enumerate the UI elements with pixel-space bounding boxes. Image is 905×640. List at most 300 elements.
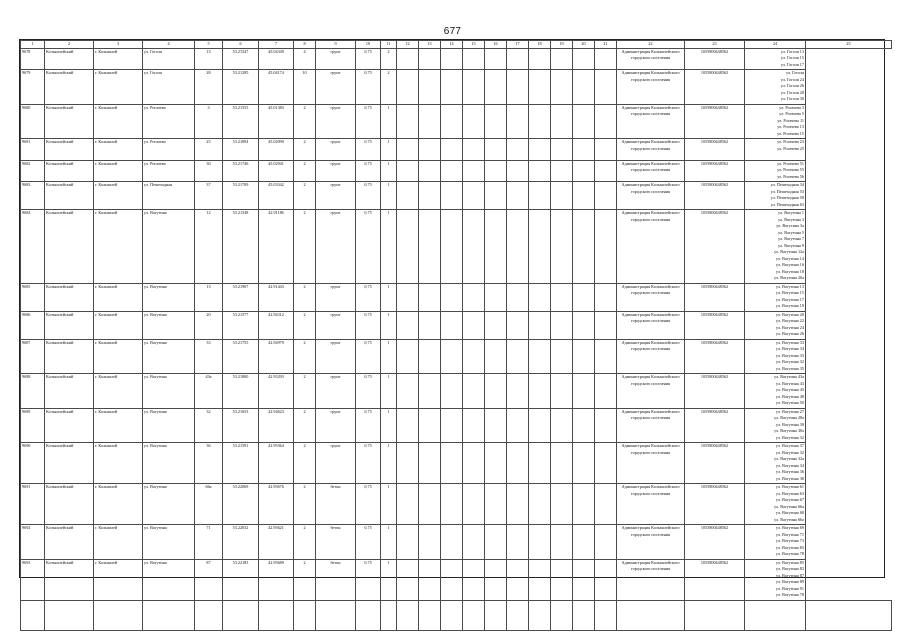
- city-cell: г. Колышлей: [94, 311, 143, 339]
- record-number: 9691: [21, 484, 45, 525]
- served-address: ул. Вагутина 48: [776, 393, 804, 399]
- district-cell: Колышлейский: [45, 104, 94, 139]
- table-row: [21, 210, 892, 284]
- served-addresses-cell: [745, 48, 806, 70]
- empty-cell: [551, 139, 573, 161]
- served-address: ул. Вагутина 78: [776, 592, 804, 597]
- empty-cell: [551, 182, 573, 210]
- longitude-cell: 45.02941: [259, 160, 294, 182]
- empty-cell: [573, 283, 595, 311]
- column-number-header: 3: [94, 41, 143, 49]
- served-address: ул. Вагутина 20: [776, 311, 804, 317]
- empty-cell: [529, 104, 551, 139]
- served-address: ул. Вагутина 9: [778, 242, 804, 248]
- longitude-cell: 45.01383: [259, 104, 294, 139]
- empty-cell: [551, 70, 573, 105]
- district-cell: Колышлейский: [45, 160, 94, 182]
- empty-cell: [463, 408, 485, 443]
- served-address: ул. Вагутина 30: [776, 421, 804, 427]
- empty-cell: [419, 210, 441, 284]
- served-address: ул. Рогачева 15: [777, 130, 804, 136]
- empty-cell: [529, 283, 551, 311]
- empty-cell: [485, 311, 507, 339]
- district-cell: Колышлейский: [45, 559, 94, 600]
- longitude-cell: 45.04349: [259, 48, 294, 70]
- owner-cell: Администрация Колышлейского городского поселения: [617, 484, 685, 525]
- empty-cell: [595, 48, 617, 70]
- district-cell: Колышлейский: [45, 311, 94, 339]
- empty-cell: [573, 339, 595, 374]
- empty-cell: [441, 484, 463, 525]
- volume-cell: 0,75: [356, 182, 381, 210]
- volume-cell: 0,75: [356, 525, 381, 560]
- empty-cell: [529, 210, 551, 284]
- empty-cell: [507, 559, 529, 600]
- ogrn-cell: 1055800448562: [685, 139, 745, 161]
- volume-cell: 0,75: [356, 443, 381, 484]
- record-number: 9692: [21, 525, 45, 560]
- column-number-header: 10: [356, 41, 381, 49]
- empty-cell: [529, 443, 551, 484]
- table-row: [21, 182, 892, 210]
- empty-cell: [551, 311, 573, 339]
- district-cell: Колышлейский: [45, 525, 94, 560]
- empty-cell: [397, 525, 419, 560]
- container-count-cell: 1: [381, 559, 397, 600]
- house-number-cell: 36: [195, 443, 223, 484]
- empty-cell: [507, 104, 529, 139]
- empty-cell: [419, 70, 441, 105]
- empty-cell: [485, 525, 507, 560]
- empty-cell: [397, 139, 419, 161]
- empty-cell: [551, 600, 573, 630]
- owner-cell: Администрация Колышлейского городского поселения: [617, 139, 685, 161]
- served-address: ул. Вагутина 38: [776, 475, 804, 481]
- empty-cell: [441, 139, 463, 161]
- served-addresses-cell: [745, 139, 806, 161]
- served-address: ул. Вагутина 71: [776, 531, 804, 537]
- empty-cell: [397, 443, 419, 484]
- ogrn-cell: 1055800448562: [685, 104, 745, 139]
- latitude-cell: 53.22069: [223, 484, 259, 525]
- empty-cell: [507, 311, 529, 339]
- served-address: ул. Пешеходная 58: [770, 195, 804, 200]
- longitude-cell: 45.04174: [259, 70, 294, 105]
- column-number-header: 7: [259, 41, 294, 49]
- street-cell: ул. Пешеходная: [143, 182, 195, 210]
- empty-cell: [195, 600, 223, 630]
- empty-cell: [507, 70, 529, 105]
- latitude-cell: 53.22032: [223, 525, 259, 560]
- area-cell: 2: [294, 182, 316, 210]
- empty-cell: [463, 283, 485, 311]
- served-address: ул. Вагутина 7: [778, 236, 804, 241]
- container-count-cell: 2: [381, 70, 397, 105]
- ogrn-cell: 1055800448562: [685, 339, 745, 374]
- empty-cell: [316, 600, 356, 630]
- served-address: ул. Вагутина 26: [776, 331, 804, 336]
- served-address: ул. Вагутина 43: [776, 380, 804, 386]
- empty-cell: [463, 48, 485, 70]
- served-address: ул. Вагутина 68: [776, 510, 804, 515]
- district-cell: Колышлейский: [45, 443, 94, 484]
- empty-cell: [595, 525, 617, 560]
- empty-cell: [485, 374, 507, 409]
- page-number: 677: [443, 26, 462, 37]
- empty-cell: [551, 48, 573, 70]
- longitude-cell: 42.91186: [259, 210, 294, 284]
- empty-cell: [551, 559, 573, 600]
- empty-cell: [356, 600, 381, 630]
- served-address: ул. Вагутина 78: [776, 551, 804, 556]
- ogrn-cell: 1055800448562: [685, 525, 745, 560]
- latitude-cell: 53.21755: [223, 339, 259, 374]
- city-cell: г. Колышлей: [94, 70, 143, 105]
- empty-cell: [529, 139, 551, 161]
- empty-cell: [485, 484, 507, 525]
- column-number-header: 1: [21, 41, 45, 49]
- empty-cell: [595, 559, 617, 600]
- filler-row: [21, 600, 892, 630]
- surface-cell: грунт: [316, 48, 356, 70]
- longitude-cell: 42.94312: [259, 311, 294, 339]
- served-address: ул. Вагутина 73: [776, 538, 804, 543]
- empty-cell: [507, 48, 529, 70]
- area-cell: 2: [294, 443, 316, 484]
- table-row: [21, 559, 892, 600]
- table-row: [21, 443, 892, 484]
- served-address: ул. Гоголя 26: [780, 83, 804, 88]
- served-address: ул. Вагутина 1: [778, 210, 804, 215]
- empty-cell: [441, 182, 463, 210]
- owner-cell: Администрация Колышлейского городского поселения: [617, 70, 685, 105]
- empty-cell: [441, 311, 463, 339]
- served-address: ул. Рогачева 13: [777, 124, 804, 129]
- record-number: 9693: [21, 559, 45, 600]
- container-count-cell: 1: [381, 374, 397, 409]
- longitude-cell: 42.91443: [259, 283, 294, 311]
- served-addresses-cell: [745, 160, 806, 182]
- surface-cell: грунт: [316, 70, 356, 105]
- empty-cell: [441, 600, 463, 630]
- empty-cell: [485, 559, 507, 600]
- volume-cell: 0,75: [356, 311, 381, 339]
- empty-cell: [507, 339, 529, 374]
- empty-cell: [529, 600, 551, 630]
- record-number: 9678: [21, 48, 45, 70]
- house-number-cell: 33: [195, 339, 223, 374]
- surface-cell: грунт: [316, 182, 356, 210]
- column-number-header: 9: [316, 41, 356, 49]
- column-number-header: 6: [223, 41, 259, 49]
- house-number-cell: 28: [195, 70, 223, 105]
- table-row: [21, 339, 892, 374]
- volume-cell: 0,75: [356, 559, 381, 600]
- street-cell: ул. Гоголя: [143, 70, 195, 105]
- empty-cell: [507, 374, 529, 409]
- district-cell: Колышлейский: [45, 374, 94, 409]
- served-address: ул. Вагутина 3а: [776, 223, 804, 228]
- empty-cell: [745, 600, 806, 630]
- street-cell: ул. Вагутина: [143, 484, 195, 525]
- latitude-cell: 53.21577: [223, 311, 259, 339]
- empty-cell: [397, 600, 419, 630]
- empty-cell: [595, 283, 617, 311]
- empty-cell: [485, 139, 507, 161]
- served-addresses-cell: [745, 182, 806, 210]
- volume-cell: 0,75: [356, 70, 381, 105]
- empty-cell: [485, 408, 507, 443]
- empty-cell: [419, 484, 441, 525]
- empty-cell: [463, 139, 485, 161]
- table-row: [21, 374, 892, 409]
- served-address: ул. Рогачева 55: [777, 167, 804, 172]
- empty-cell: [573, 408, 595, 443]
- owner-cell: Администрация Колышлейского городского поселения: [617, 443, 685, 484]
- latitude-cell: 53.21800: [223, 374, 259, 409]
- city-cell: г. Колышлей: [94, 210, 143, 284]
- empty-cell: [573, 160, 595, 182]
- empty-cell: [463, 600, 485, 630]
- ogrn-cell: 1055800448562: [685, 283, 745, 311]
- empty-cell: [419, 525, 441, 560]
- surface-cell: бетон: [316, 559, 356, 600]
- empty-cell: [441, 104, 463, 139]
- latitude-cell: 53.21547: [223, 48, 259, 70]
- served-addresses-cell: [745, 283, 806, 311]
- empty-cell: [463, 339, 485, 374]
- served-address: ул. Рогачева 3: [779, 104, 804, 110]
- container-count-cell: 1: [381, 104, 397, 139]
- empty-cell: [441, 408, 463, 443]
- table-row: [21, 311, 892, 339]
- container-count-cell: 2: [381, 48, 397, 70]
- served-address: ул. Вагутина 67: [776, 497, 804, 502]
- surface-cell: грунт: [316, 311, 356, 339]
- empty-cell: [485, 182, 507, 210]
- served-address: ул. Вагутина 34: [776, 462, 804, 468]
- longitude-cell: 42.95364: [259, 443, 294, 484]
- empty-cell: [507, 484, 529, 525]
- column-number-row: [21, 41, 892, 49]
- empty-cell: [573, 104, 595, 139]
- table-row: [21, 70, 892, 105]
- empty-cell: [463, 484, 485, 525]
- served-address: ул. Гоголя 13: [780, 48, 804, 54]
- empty-cell: [463, 525, 485, 560]
- served-addresses-cell: [745, 525, 806, 560]
- surface-cell: грунт: [316, 160, 356, 182]
- register-sheet: [19, 39, 885, 597]
- empty-cell: [595, 210, 617, 284]
- street-cell: ул. Вагутина: [143, 311, 195, 339]
- empty-cell: [573, 559, 595, 600]
- table-row: [21, 48, 892, 70]
- column-number-header: 15: [463, 41, 485, 49]
- empty-cell: [595, 600, 617, 630]
- surface-cell: грунт: [316, 374, 356, 409]
- empty-cell: [551, 408, 573, 443]
- owner-cell: Администрация Колышлейского городского поселения: [617, 48, 685, 70]
- empty-cell: [45, 600, 94, 630]
- ogrn-cell: 1055800448562: [685, 443, 745, 484]
- empty-cell: [419, 559, 441, 600]
- record-number: 9679: [21, 70, 45, 105]
- empty-cell: [463, 374, 485, 409]
- longitude-cell: 42.95676: [259, 484, 294, 525]
- latitude-cell: 53.21746: [223, 160, 259, 182]
- table-row: [21, 484, 892, 525]
- ogrn-cell: 1055800448562: [685, 559, 745, 600]
- empty-cell: [507, 160, 529, 182]
- empty-cell: [419, 339, 441, 374]
- latitude-cell: 53.21709: [223, 182, 259, 210]
- empty-cell: [397, 374, 419, 409]
- empty-cell: [397, 283, 419, 311]
- register-table: [20, 40, 892, 631]
- longitude-cell: 45.03342: [259, 182, 294, 210]
- empty-cell: [551, 283, 573, 311]
- street-cell: ул. Вагутина: [143, 443, 195, 484]
- empty-cell: [419, 182, 441, 210]
- served-address: ул. Рогачева 5: [779, 111, 804, 116]
- empty-cell: [419, 139, 441, 161]
- empty-cell: [595, 339, 617, 374]
- city-cell: г. Колышлей: [94, 104, 143, 139]
- served-address: ул. Вагутина 33: [776, 339, 804, 345]
- street-cell: ул. Вагутина: [143, 408, 195, 443]
- empty-cell: [529, 311, 551, 339]
- record-number: 9683: [21, 182, 45, 210]
- served-address: ул. Вагутина 83: [776, 544, 804, 550]
- served-address: ул. Вагутина 32: [776, 434, 804, 440]
- ogrn-cell: 1055800448562: [685, 374, 745, 409]
- latitude-cell: 53.21591: [223, 443, 259, 484]
- served-address: ул. Вагутина 3: [778, 216, 804, 222]
- served-address: ул. Вагутина 33: [776, 352, 804, 358]
- volume-cell: 0,75: [356, 283, 381, 311]
- district-cell: Колышлейский: [45, 48, 94, 70]
- column-number-header: 2: [45, 41, 94, 49]
- district-cell: Колышлейский: [45, 70, 94, 105]
- area-cell: 2: [294, 139, 316, 161]
- house-number-cell: 71: [195, 525, 223, 560]
- column-number-header: 21: [595, 41, 617, 49]
- street-cell: ул. Рогачева: [143, 104, 195, 139]
- city-cell: г. Колышлей: [94, 374, 143, 409]
- empty-cell: [441, 210, 463, 284]
- served-address: ул. Вагутина 43а: [774, 374, 804, 379]
- volume-cell: 0,75: [356, 48, 381, 70]
- city-cell: г. Колышлей: [94, 525, 143, 560]
- served-address: ул. Вагутина 16: [776, 262, 804, 267]
- area-cell: 2: [294, 484, 316, 525]
- served-address: ул. Вагутина 17: [776, 296, 804, 302]
- empty-cell: [397, 311, 419, 339]
- latitude-cell: 53.21653: [223, 408, 259, 443]
- column-number-header: 13: [419, 41, 441, 49]
- column-number-header: 11: [381, 41, 397, 49]
- surface-cell: грунт: [316, 139, 356, 161]
- district-cell: Колышлейский: [45, 408, 94, 443]
- container-count-cell: 1: [381, 339, 397, 374]
- empty-cell: [485, 70, 507, 105]
- served-address: ул. Вагутина 87: [776, 572, 804, 578]
- served-address: ул. Вагутина 50: [776, 400, 804, 405]
- empty-cell: [397, 484, 419, 525]
- district-cell: Колышлейский: [45, 182, 94, 210]
- street-cell: ул. Вагутина: [143, 559, 195, 600]
- house-number-cell: 87: [195, 559, 223, 600]
- empty-cell: [595, 408, 617, 443]
- served-address: ул. Гоголя 28: [780, 89, 804, 95]
- served-address: ул. Вагутина 12а: [774, 249, 804, 254]
- surface-cell: бетон: [316, 525, 356, 560]
- empty-cell: [529, 559, 551, 600]
- area-cell: 2: [294, 104, 316, 139]
- owner-cell: Администрация Колышлейского городского поселения: [617, 559, 685, 600]
- served-address: ул. Вагутина 89: [776, 579, 804, 584]
- empty-cell: [294, 600, 316, 630]
- empty-cell: [485, 160, 507, 182]
- street-cell: ул. Вагутина: [143, 283, 195, 311]
- empty-cell: [485, 339, 507, 374]
- owner-cell: Администрация Колышлейского городского поселения: [617, 408, 685, 443]
- empty-cell: [463, 311, 485, 339]
- surface-cell: грунт: [316, 210, 356, 284]
- area-cell: 4: [294, 48, 316, 70]
- empty-cell: [463, 160, 485, 182]
- empty-cell: [595, 104, 617, 139]
- area-cell: 10: [294, 70, 316, 105]
- owner-cell: Администрация Колышлейского городского поселения: [617, 311, 685, 339]
- surface-cell: грунт: [316, 104, 356, 139]
- served-address: ул. Вагутина 32: [776, 359, 804, 364]
- empty-cell: [507, 210, 529, 284]
- area-cell: 2: [294, 210, 316, 284]
- area-cell: 2: [294, 160, 316, 182]
- container-count-cell: 1: [381, 283, 397, 311]
- served-address: ул. Вагутина 5: [778, 229, 804, 235]
- empty-cell: [441, 339, 463, 374]
- record-number: 9686: [21, 311, 45, 339]
- empty-cell: [507, 182, 529, 210]
- served-address: ул. Гоголя 30: [780, 96, 804, 101]
- empty-cell: [463, 210, 485, 284]
- city-cell: г. Колышлей: [94, 443, 143, 484]
- empty-cell: [551, 525, 573, 560]
- area-cell: 2: [294, 559, 316, 600]
- container-count-cell: 1: [381, 443, 397, 484]
- owner-cell: Администрация Колышлейского городского поселения: [617, 525, 685, 560]
- empty-cell: [529, 525, 551, 560]
- empty-cell: [529, 374, 551, 409]
- served-address: ул. Вагутина 37: [776, 443, 804, 448]
- empty-cell: [595, 139, 617, 161]
- served-addresses-cell: [745, 443, 806, 484]
- empty-cell: [397, 70, 419, 105]
- served-address: ул. Вагутина 36: [776, 469, 804, 474]
- table-row: [21, 104, 892, 139]
- served-address: ул. Рогачева 23: [777, 139, 804, 144]
- city-cell: г. Колышлей: [94, 559, 143, 600]
- record-number: 9685: [21, 283, 45, 311]
- record-number: 9689: [21, 408, 45, 443]
- empty-cell: [485, 48, 507, 70]
- street-cell: ул. Рогачева: [143, 139, 195, 161]
- latitude-cell: 53.21907: [223, 283, 259, 311]
- empty-cell: [573, 525, 595, 560]
